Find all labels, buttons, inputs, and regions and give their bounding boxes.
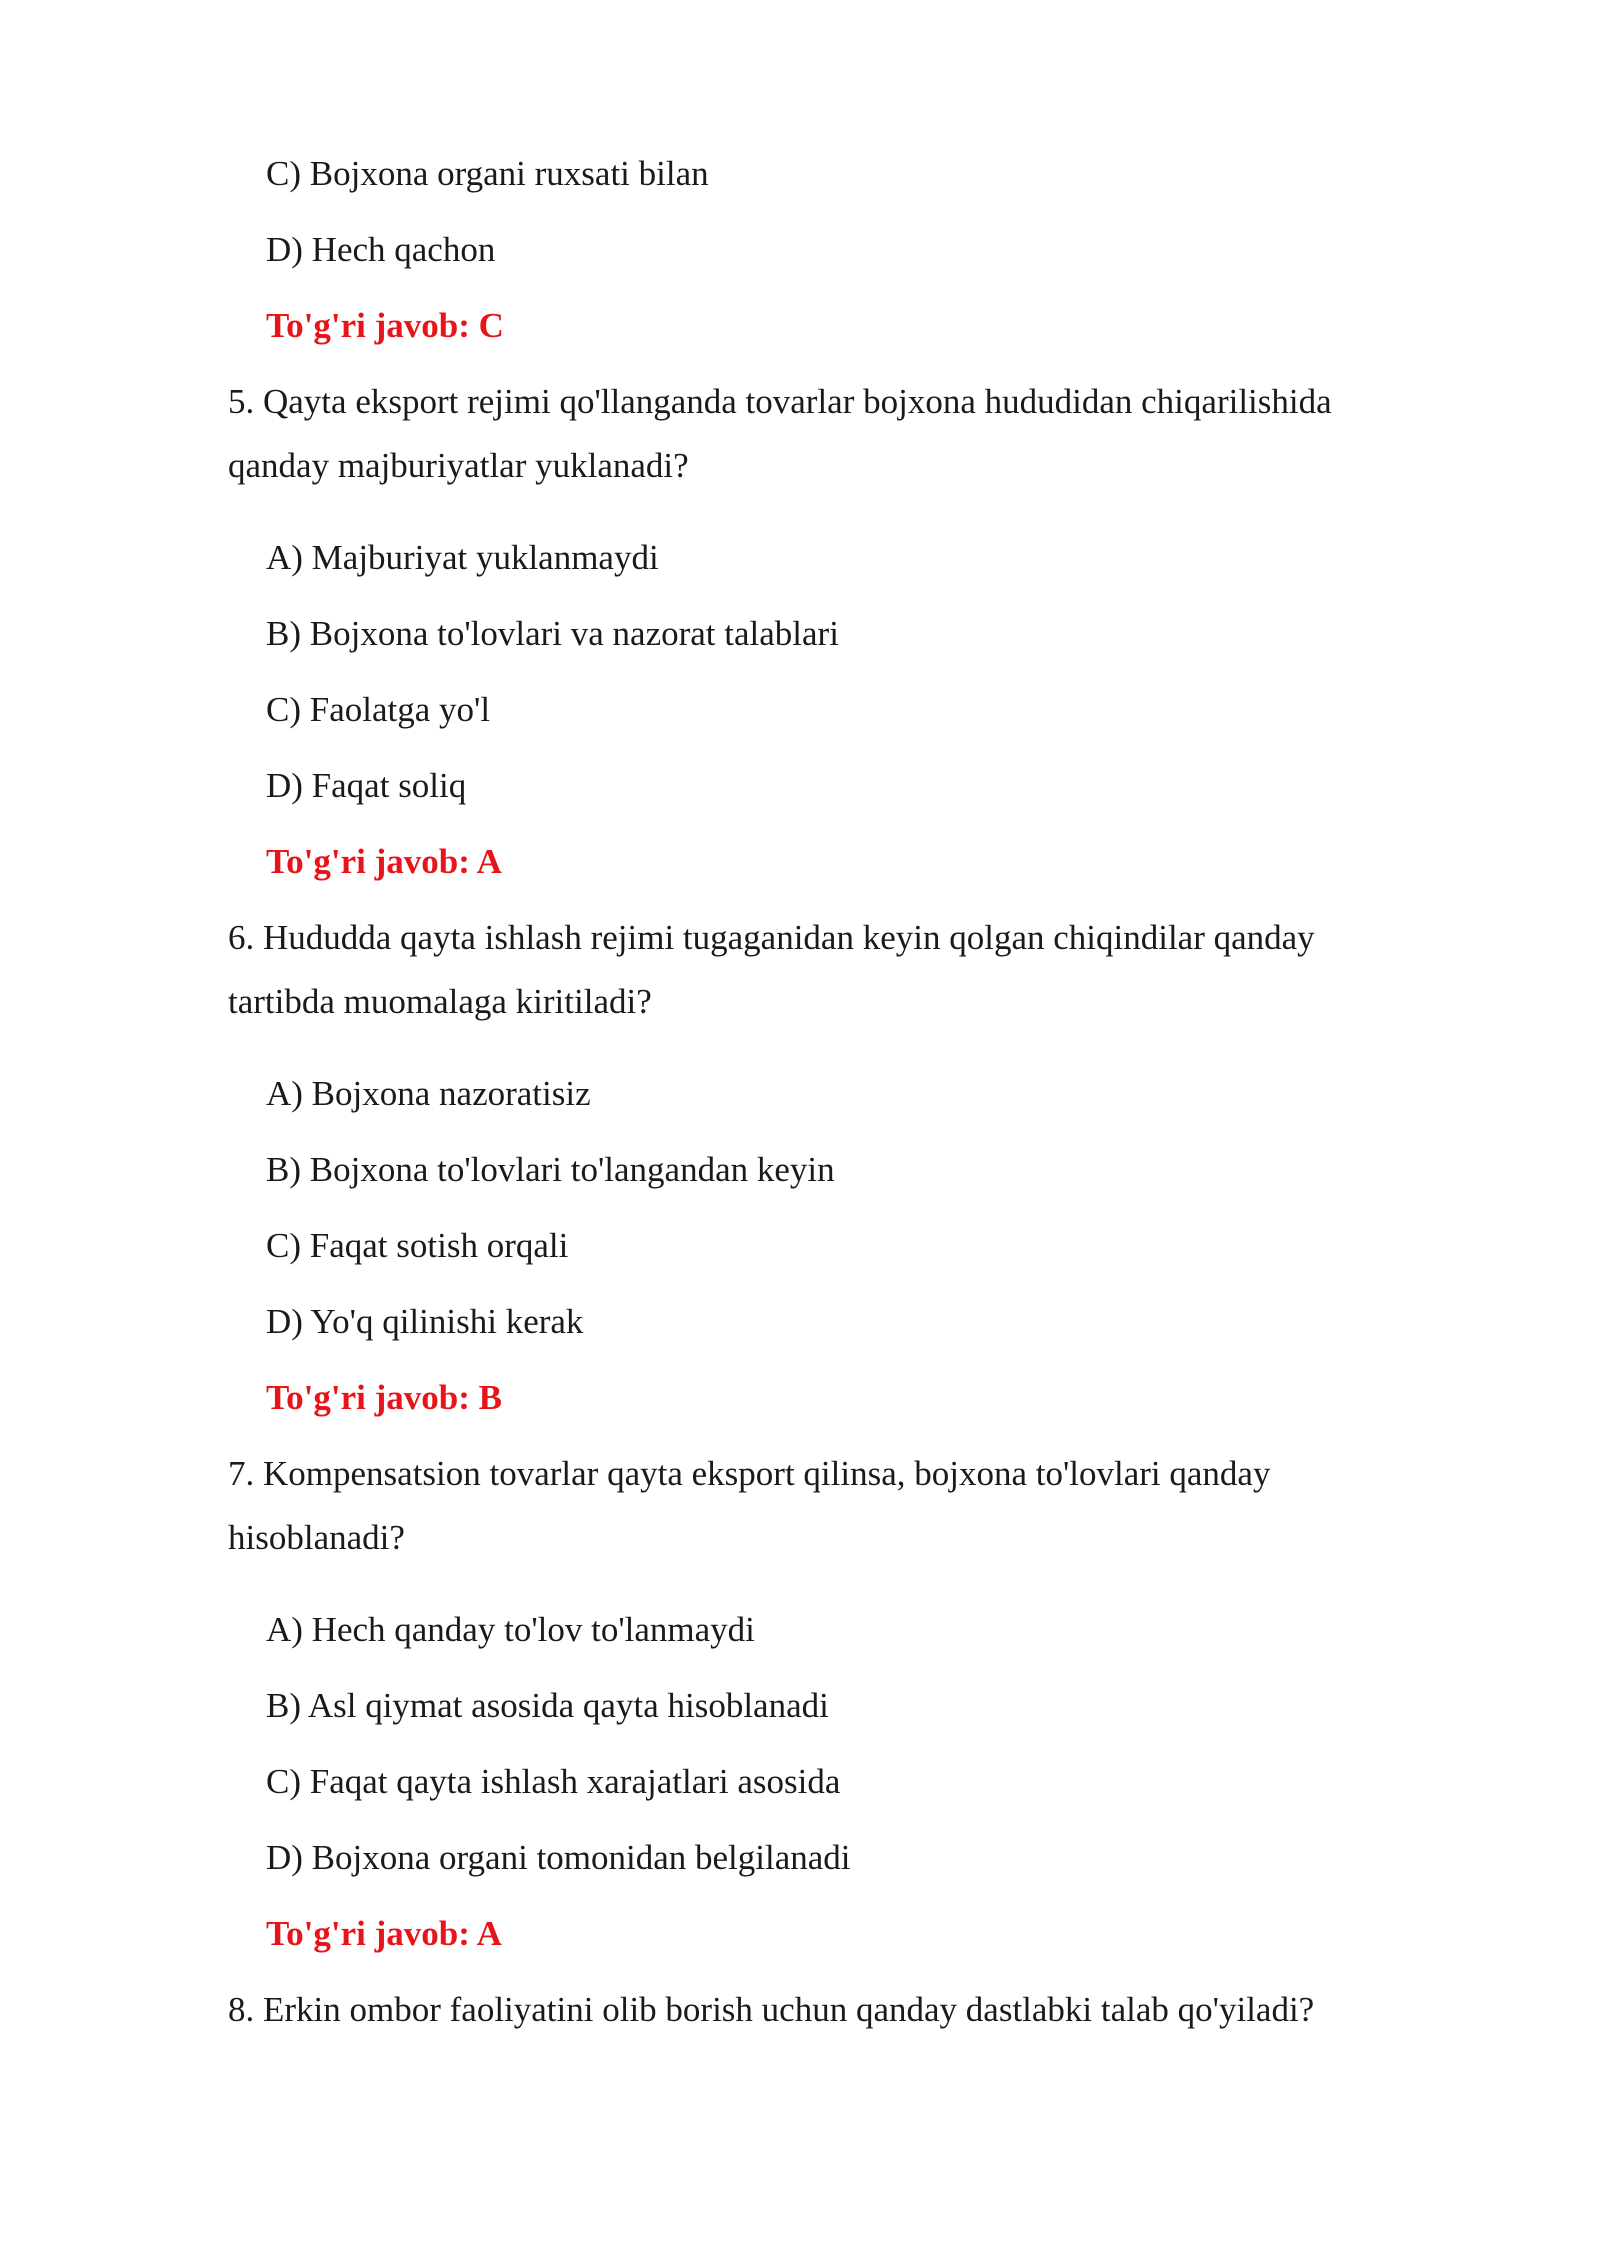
q7-question-line2: hisoblanadi? xyxy=(228,1518,405,1557)
q5-correct-answer: To'g'ri javob: A xyxy=(266,842,502,881)
q4-option-c: C) Bojxona organi ruxsati bilan xyxy=(266,154,709,193)
q7-option-b: B) Asl qiymat asosida qayta hisoblanadi xyxy=(266,1686,829,1725)
q7-option-d: D) Bojxona organi tomonidan belgilanadi xyxy=(266,1838,851,1877)
q5-option-d: D) Faqat soliq xyxy=(266,766,467,805)
q5-option-b: B) Bojxona to'lovlari va nazorat talablari xyxy=(266,614,839,653)
q5-option-a: A) Majburiyat yuklanmaydi xyxy=(266,538,659,577)
q6-question-line2: tartibda muomalaga kiritiladi? xyxy=(228,982,652,1021)
q6-option-b: B) Bojxona to'lovlari to'langandan keyin xyxy=(266,1150,835,1189)
q8-question-line1: 8. Erkin ombor faoliyatini olib borish uchun qanday dastlabki talab qo'yiladi? xyxy=(228,1990,1315,2029)
q7-correct-answer: To'g'ri javob: A xyxy=(266,1914,502,1953)
q4-option-d: D) Hech qachon xyxy=(266,230,496,269)
q5-option-c: C) Faolatga yo'l xyxy=(266,690,491,729)
q6-correct-answer: To'g'ri javob: B xyxy=(266,1378,502,1417)
q6-question-line1: 6. Hududda qayta ishlash rejimi tugaganidan keyin qolgan chiqindilar qanday xyxy=(228,918,1315,957)
q6-option-c: C) Faqat sotish orqali xyxy=(266,1226,569,1265)
q5-question-line2: qanday majburiyatlar yuklanadi? xyxy=(228,446,689,485)
q7-question-line1: 7. Kompensatsion tovarlar qayta eksport qilinsa, bojxona to'lovlari qanday xyxy=(228,1454,1271,1493)
q5-question-line1: 5. Qayta eksport rejimi qo'llanganda tovarlar bojxona hududidan chiqarilishida xyxy=(228,382,1332,421)
q6-option-d: D) Yo'q qilinishi kerak xyxy=(266,1302,584,1341)
q6-option-a: A) Bojxona nazoratisiz xyxy=(266,1074,591,1113)
q7-option-c: C) Faqat qayta ishlash xarajatlari asosida xyxy=(266,1762,841,1801)
q4-correct-answer: To'g'ri javob: C xyxy=(266,306,504,345)
q7-option-a: A) Hech qanday to'lov to'lanmaydi xyxy=(266,1610,755,1649)
